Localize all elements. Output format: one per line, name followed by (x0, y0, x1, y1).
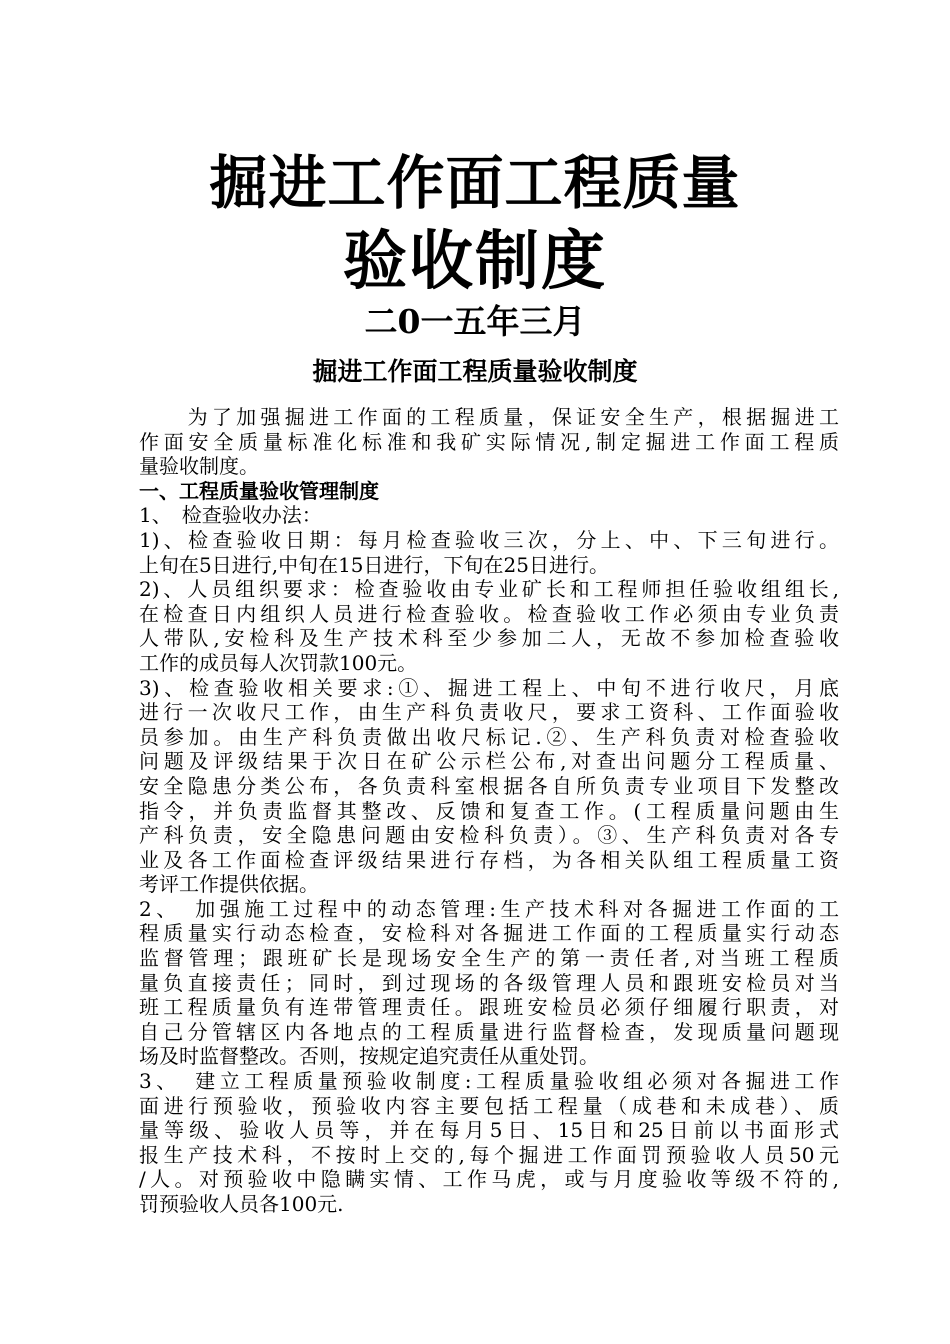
text-line: 场及时监督整改。否则，按规定追究责任从重处罚。 (139, 1044, 599, 1069)
sub-item-3 (139, 676, 839, 897)
text-line: 上旬在5日进行,中旬在15日进行，下旬在25日进行。 (139, 552, 609, 577)
cover-date: 二0一五年三月 (364, 302, 586, 341)
text-line: 人带队,安检科及生产技术科至少参加二人，无故不参加检查验收 (139, 626, 839, 651)
text-line: 安全隐患分类公布，各负责科室根据各自所负责专业项目下发整改 (139, 773, 839, 798)
text-line: 3、 建立工程质量预验收制度:工程质量验收组必须对各掘进工作 (139, 1069, 839, 1094)
text-line: 3)、检查验收相关要求:①、掘进工程上、中旬不进行收尺，月底 (139, 675, 839, 700)
text-line: 2、 加强施工过程中的动态管理:生产技术科对各掘进工作面的工 (139, 896, 839, 921)
text-line: 作面安全质量标准化标准和我矿实际情况,制定掘进工作面工程质 (139, 429, 839, 454)
text-line: 量负直接责任；同时，到过现场的各级管理人员和跟班安检员对当 (139, 970, 839, 995)
document-body (139, 405, 839, 1217)
text-line: 面进行预验收，预验收内容主要包括工程量（成巷和未成巷）、质 (139, 1093, 839, 1118)
text-line: 业及各工作面检查评级结果进行存档，为各相关队组工程质量工资 (139, 847, 839, 872)
text-line: 员参加。由生产科负责做出收尺标记.②、生产科负责对检查验收 (139, 724, 839, 749)
item-title: 1、 检查验收办法： (139, 503, 322, 528)
item-3 (139, 1069, 839, 1217)
item-2 (139, 897, 839, 1069)
cover-title-line2: 验收制度 (343, 225, 607, 299)
text-line: 2)、人员组织要求：检查验收由专业矿长和工程师担任验收组组长, (139, 577, 839, 602)
text-line: 在检查日内组织人员进行检查验收。检查验收工作必须由专业负责 (139, 601, 839, 626)
text-line: 为了加强掘进工作面的工程质量，保证安全生产，根据掘进工 (139, 405, 839, 429)
text-line: 自己分管辖区内各地点的工程质量进行监督检查，发现质量问题现 (139, 1019, 839, 1044)
cover-title-line1: 掘进工作面工程质量 (209, 149, 741, 217)
text-line: 进行一次收尺工作，由生产科负责收尺，要求工资科、工作面验收 (139, 700, 839, 725)
text-line: 工作的成员每人次罚款100元。 (139, 650, 418, 675)
text-line: /人。对预验收中隐瞒实情、工作马虎，或与月度验收等级不符的, (139, 1167, 839, 1192)
text-line: 考评工作提供依据。 (139, 872, 319, 897)
text-line: 产科负责，安全隐患问题由安检科负责）。③、生产科负责对各专 (139, 823, 839, 848)
document-heading: 掘进工作面工程质量验收制度 (312, 357, 638, 386)
text-line: 量验收制度。 (139, 454, 259, 479)
text-line: 罚预验收人员各100元. (139, 1192, 344, 1216)
text-line: 指令，并负责监督其整改、反馈和复查工作。(工程质量问题由生 (139, 798, 839, 823)
intro-paragraph (139, 405, 839, 479)
text-line: 量等级、验收人员等，并在每月5日、15日和25日前以书面形式 (139, 1118, 839, 1143)
section-heading: 一、工程质量验收管理制度 (139, 478, 379, 503)
sub-item-1 (139, 528, 839, 577)
text-line: 程质量实行动态检查，安检科对各掘进工作面的工程质量实行动态 (139, 921, 839, 946)
sub-item-2 (139, 577, 839, 675)
text-line: 报生产技术科，不按时上交的,每个掘进工作面罚预验收人员50元 (139, 1142, 839, 1167)
text-line: 监督管理；跟班矿长是现场安全生产的第一责任者,对当班工程质 (139, 946, 839, 971)
text-line: 问题及评级结果于次日在矿公示栏公布,对查出问题分工程质量、 (139, 749, 839, 774)
text-line: 1)、检查验收日期：每月检查验收三次，分上、中、下三旬进行。 (139, 527, 839, 552)
text-line: 班工程质量负有连带管理责任。跟班安检员必须仔细履行职责，对 (139, 995, 839, 1020)
